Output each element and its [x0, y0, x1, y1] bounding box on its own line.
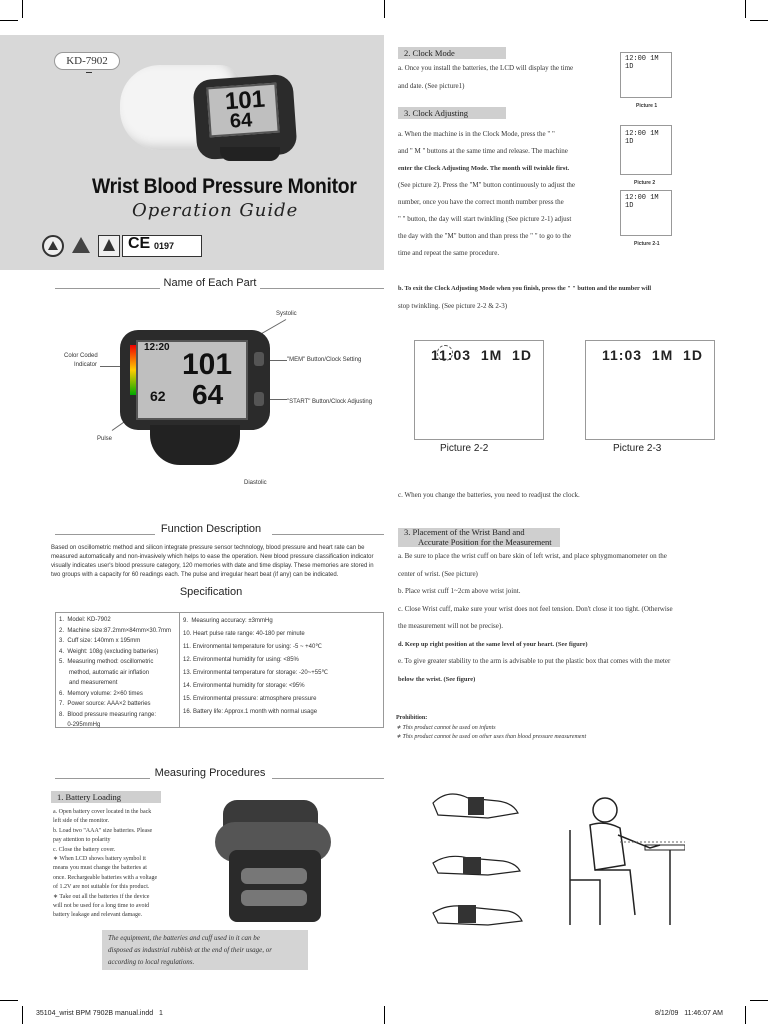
adjust-line: " " button, the day will start twinkling (See picture 2-1) adjust: [398, 215, 572, 223]
section-title-specification: Specification: [179, 586, 243, 598]
heading-line: Accurate Position for the Measurement: [418, 536, 552, 547]
note-line: The equipment, the batteries and cuff used in it can be: [108, 934, 260, 942]
divider: [272, 778, 384, 779]
picture-22-lcd: [414, 340, 544, 440]
function-line: Based on oscillometric method and silicon integrate pressure sensor technology, blood pressure and heart rate can be: [51, 545, 365, 551]
certification-seal-icon: [42, 235, 64, 257]
spec-item: 11. Environmental temperature for using: -5 ~ +40℃: [183, 644, 323, 650]
adjust-line: a. When the machine is in the Clock Mode, press the " ": [398, 130, 555, 138]
clock-adjusting-heading: 3. Clock Adjusting: [398, 107, 506, 119]
prohibition-line: ∗ This product cannot be used on other uses than blood pressure measurement: [396, 734, 587, 740]
section-title-parts: Name of Each Part: [163, 277, 257, 289]
label-start-button: "START" Button/Clock Adjusting: [287, 399, 373, 405]
divider: [179, 612, 180, 728]
battery-line: c. Close the battery cover.: [53, 846, 116, 853]
wrist-line: center of wrist. (See picture): [398, 569, 478, 578]
ce-mark: CE: [128, 235, 151, 252]
spec-item: 12. Environmental humidity for using: <85%: [183, 657, 299, 663]
label-color-indicator: Color Coded: [64, 353, 98, 359]
divider: [55, 778, 150, 779]
picture-21-lcd: [620, 190, 672, 236]
adjust-line: and " M " buttons at the same time and release. The machine: [398, 147, 568, 155]
section-title-measuring: Measuring Procedures: [154, 767, 266, 779]
spec-item: 13. Environmental temperature for storage: -20~+55℃: [183, 670, 329, 676]
monitor-diagram: [120, 330, 270, 480]
footer-timestamp: 8/12/09 11:46:07 AM: [655, 1010, 723, 1017]
battery-line: b. Load two "AAA" size batteries. Please: [53, 827, 153, 834]
picture-23-caption: Picture 2-3: [613, 443, 662, 454]
wrist-placement-figure: [428, 783, 528, 933]
spec-item: 1. Model: KD-7902: [59, 617, 111, 623]
battery-line: pay attention to polarity: [53, 837, 111, 844]
start-button[interactable]: [254, 392, 264, 406]
spec-item: 5. Measuring method: oscillometric: [59, 659, 154, 665]
product-photo: [120, 55, 300, 165]
picture-2-caption: Picture 2: [634, 180, 656, 186]
photo-lcd-value: 101: [224, 85, 266, 116]
wrist-line: below the wrist. (See figure): [398, 675, 476, 683]
note-line: disposed as industrial rubbish at the end of their usage, or: [108, 946, 272, 954]
battery-line: left side of the monitor.: [53, 818, 110, 825]
battery-line: a. Open battery cover located in the back: [53, 809, 152, 815]
sitting-position-figure: [560, 790, 685, 925]
exit-line: stop twinkling. (See picture 2-2 & 2-3): [398, 302, 508, 310]
lcd-readout: 12:00 1M 1D: [625, 194, 659, 210]
battery-line: will not be used for a long time to avoid: [53, 903, 150, 910]
prohibition-title: Prohibition:: [396, 715, 428, 721]
document-title: Wrist Blood Pressure Monitor: [92, 175, 357, 198]
spec-item: 14. Environmental humidity for storage: <95%: [183, 683, 305, 689]
model-badge: KD-7902: [54, 52, 120, 70]
spec-item: 8. Blood pressure measuring range:: [59, 711, 157, 718]
prohibition-line: ∗ This product cannot be used on infants: [396, 725, 496, 731]
function-line: measured automatically and non-invasively which helps to ease the operation. New blood pressure classification indicator: [51, 554, 374, 560]
twinkle-icon: [437, 345, 453, 361]
spec-item: 4. Weight: 108g (excluding batteries): [59, 648, 159, 655]
clock-adjusting-text: [398, 126, 613, 262]
wrist-line: e. To give greater stability to the arm is advisable to put the plastic box that comes with the meter: [398, 657, 671, 665]
specification-column-1: [59, 615, 179, 731]
battery-loading-heading: 1. Battery Loading: [51, 791, 161, 803]
battery-line: ∗ When LCD shows battery symbol it: [53, 856, 146, 863]
lcd-diastolic: 64: [192, 379, 224, 410]
spec-item: 16. Battery life: Approx.1 month with normal usage: [183, 709, 318, 715]
clock-mode-line: and date. (See picture1): [398, 82, 465, 90]
heading-line: 3. Placement of the Wrist Band and: [404, 527, 525, 537]
note-line: according to local regulations.: [108, 958, 195, 966]
clock-mode-heading: 2. Clock Mode: [398, 47, 506, 59]
battery-photo: [215, 800, 335, 925]
battery-line: once. Rechargeable batteries with a voltage: [53, 874, 158, 881]
label-mem-button: "MEM" Button/Clock Setting: [287, 357, 362, 363]
readjust-line: c. When you change the batteries, you need to readjust the clock.: [398, 491, 580, 499]
battery-line: ∗ Take out all the batteries if the device: [53, 893, 150, 900]
clock-mode-line: a. Once you install the batteries, the LCD will display the time: [398, 64, 574, 72]
wrist-line: c. Close Wrist cuff, make sure your wrist does not feel tension. Don't close it too tight. (Otherwise: [398, 604, 673, 613]
wrist-band-text: [398, 548, 728, 688]
adjust-line: time and repeat the same procedure.: [398, 249, 500, 257]
lcd-pulse: 62: [150, 388, 166, 404]
disposal-note: [108, 932, 304, 968]
document-subtitle: Operation Guide: [132, 200, 299, 221]
wrist-line: a. Be sure to place the wrist cuff on bare skin of left wrist, and place sphygmomanometer on the: [398, 552, 667, 560]
lcd-readout: 11:03 1M 1D: [602, 347, 703, 363]
spec-item: 2. Machine size:87.2mm×84mm×30.7mm: [59, 627, 172, 634]
picture-22-caption: Picture 2-2: [440, 443, 489, 454]
lcd-systolic: 101: [182, 348, 233, 381]
adjust-line: number, once you have the correct month number press the: [398, 198, 564, 206]
spec-item: 3. Cuff size: 140mm x 195mm: [59, 638, 141, 644]
spec-item: and measurement: [59, 680, 118, 686]
model-underline: [86, 72, 92, 73]
battery-line: means you must change the batteries at: [53, 865, 147, 872]
picture-1-lcd: [620, 52, 672, 98]
divider: [260, 288, 384, 289]
spec-item: 6. Memory volume: 2×60 times: [59, 690, 143, 697]
wrist-line: the measurement will not be precise).: [398, 622, 503, 630]
lcd-readout: 12:00 1M 1D: [625, 55, 659, 71]
wrist-line: d. Keep up right position at the same level of your heart. (See figure): [398, 640, 588, 648]
battery-line: of 1.2V are not suitable for this product.: [53, 884, 150, 891]
spec-item: method, automatic air inflation: [59, 669, 150, 676]
function-line: visually indicates user's blood pressure category, 120 memories with date and time display. These memories are stored in: [51, 563, 374, 569]
lcd-readout: 11:03 1M 1D: [431, 347, 532, 363]
picture-23-lcd: [585, 340, 715, 440]
exit-line: b. To exit the Clock Adjusting Mode when you finish, press the " " button and the number will: [398, 285, 652, 292]
label-systolic: Systolic: [276, 311, 297, 317]
picture-2-lcd: [620, 125, 672, 175]
wrist-line: b. Place wrist cuff 1~2cm above wrist joint.: [398, 587, 521, 595]
adjust-line: the day with the "M" button and than press the " " to go to the: [398, 232, 571, 240]
quality-mark-icon: [98, 235, 120, 257]
photo-lcd-value-2: 64: [229, 109, 253, 133]
function-description-text: [51, 544, 386, 580]
label-diastolic: Diastolic: [244, 480, 267, 486]
cert-code: 0197: [154, 241, 175, 251]
specification-column-2: [183, 615, 383, 719]
lcd-readout: 12:00 1M 1D: [625, 130, 659, 146]
mem-button[interactable]: [254, 352, 264, 366]
battery-instructions: [53, 808, 183, 921]
wrist-band-heading: [398, 528, 560, 547]
spec-item: 0-295mmHg: [59, 722, 101, 728]
spec-item: 7. Power source: AAA×2 batteries: [59, 701, 151, 707]
picture-1-caption: Picture 1: [636, 103, 658, 109]
adjust-line: enter the Clock Adjusting Mode. The month will twinkle first.: [398, 165, 570, 172]
adjust-line: (See picture 2). Press the "M" button continuously to adjust the: [398, 181, 575, 189]
battery-line: battery leakage and relevant damage.: [53, 912, 143, 919]
label-color-indicator-2: Indicator: [74, 362, 98, 368]
spec-item: 15. Environmental pressure: atmosphere pressure: [183, 696, 317, 702]
function-line: two groups with a capacity for 60 readings each. The pulse and irregular heart beat (if any) can be indicated.: [51, 572, 339, 578]
divider: [55, 288, 160, 289]
spec-item: 10. Heart pulse rate range: 40-180 per minute: [183, 631, 305, 637]
label-pulse: Pulse: [97, 436, 113, 442]
divider: [272, 534, 384, 535]
section-title-function: Function Description: [160, 523, 262, 535]
footer-filename: 35104_wrist BPM 7902B manual.indd 1: [36, 1010, 163, 1017]
spec-item: 9. Measuring accuracy: ±3mmHg: [183, 618, 273, 624]
divider: [55, 534, 155, 535]
picture-21-caption: Picture 2-1: [634, 241, 660, 247]
warning-triangle-icon: [72, 237, 90, 253]
lcd-time: 12:20: [144, 342, 170, 353]
